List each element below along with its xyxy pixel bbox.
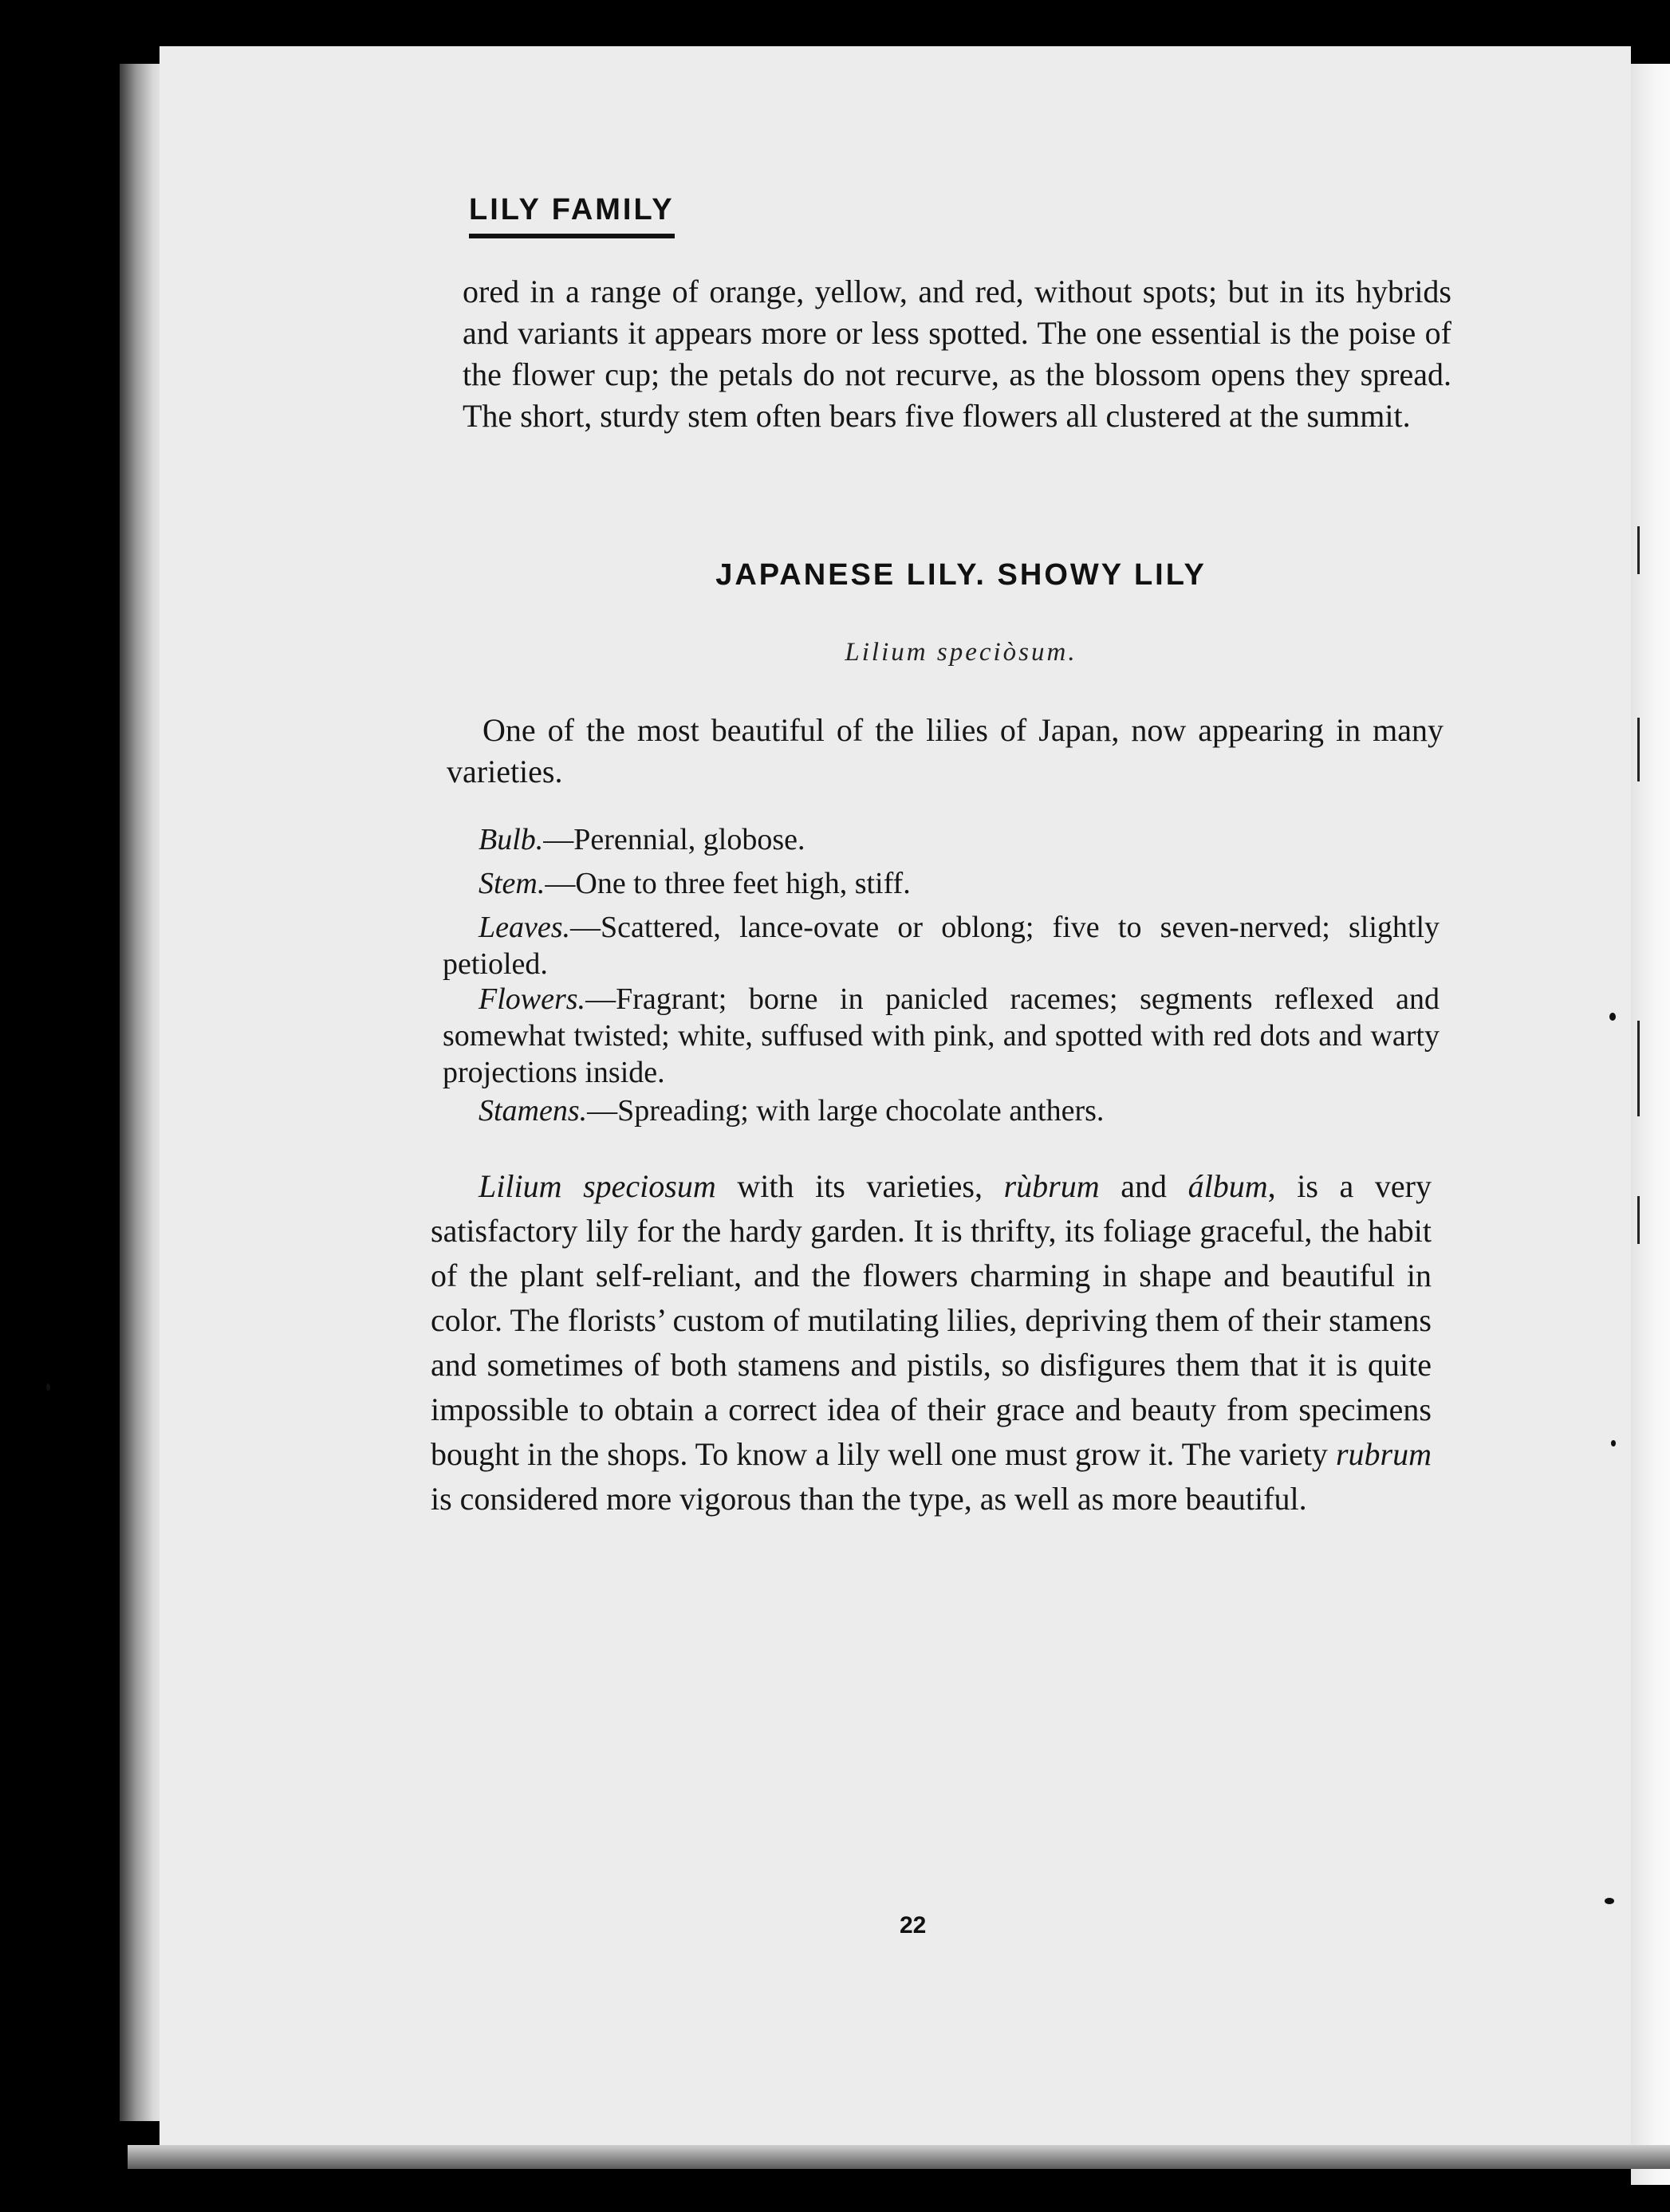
- page-bottom-edge: [128, 2145, 1670, 2169]
- description-label: Stamens.: [479, 1094, 588, 1128]
- variety-name: álbum: [1188, 1168, 1268, 1204]
- description-leaves: [443, 909, 1440, 982]
- description-label: Stem.: [479, 867, 546, 900]
- paragraph-text: is considered more vigorous than the type, as well as more beautiful.: [431, 1481, 1307, 1517]
- paragraph-text: and: [1099, 1168, 1188, 1204]
- description-text: —One to three feet high, stiff.: [545, 867, 911, 900]
- description-text: —Perennial, globose.: [543, 823, 805, 856]
- description-label: Bulb.: [479, 823, 544, 856]
- right-page-margin: [1631, 64, 1670, 2185]
- description-flowers: [443, 981, 1440, 1091]
- intro-paragraph: One of the most beautiful of the lilies of Japan, now appearing in many varieties.: [447, 712, 1444, 789]
- running-head: LILY FAMILY: [469, 193, 675, 238]
- scan-speck: [1605, 1898, 1614, 1904]
- continued-paragraph: ored in a range of orange, yellow, and red, without spots; but in its hybrids and variants it appears more or less spotted. The one essential is the poise of the flower cup; the petals do not recurve, as the blossom opens they spread. The short, sturdy stem often bears five flowers all clustered at the summit.: [463, 274, 1451, 434]
- section-heading: JAPANESE LILY. SHOWY LILY: [715, 558, 1207, 592]
- description-text: —Fragrant; borne in panicled racemes; segments reflexed and somewhat twisted; white, suffused with pink, and spotted with red dots and warty projections inside.: [443, 982, 1440, 1089]
- scan-speck: [1611, 1440, 1616, 1446]
- variety-name: rùbrum: [1003, 1168, 1100, 1204]
- page-number: 22: [900, 1912, 927, 1938]
- variety-name: rubrum: [1335, 1436, 1432, 1472]
- closing-paragraph: [431, 1164, 1432, 1521]
- species-name: Lilium speciosum: [479, 1168, 716, 1204]
- description-text: —Spreading; with large chocolate anthers.: [587, 1094, 1105, 1128]
- scan-speck: [46, 1383, 50, 1391]
- paragraph-text: with its varieties,: [715, 1168, 1004, 1204]
- scientific-name: Lilium speciòsum.: [845, 638, 1077, 667]
- description-text: —Scattered, lance-ovate or oblong; five to seven-nerved; slightly petioled.: [443, 911, 1440, 981]
- scan-speck: [1609, 1013, 1616, 1021]
- description-bulb: [443, 821, 1440, 858]
- description-stem: [443, 865, 1440, 902]
- description-stamens: [443, 1092, 1440, 1129]
- description-label: Flowers.: [479, 982, 586, 1016]
- paragraph-text: , is a very satisfactory lily for the hardy garden. It is thrifty, its foliage graceful, the habit of the plant self-reliant, and the flowers charming in shape and beautiful in color. The florists’ custom of mutilating lilies, depriving them of their stamens and sometimes of both stamens and pistils, so disfigures them that it is quite impossible to obtain a correct idea of their grace and beauty from specimens bought in the shops. To know a lily well one must grow it. The variety: [431, 1168, 1432, 1472]
- description-label: Leaves.: [479, 911, 571, 944]
